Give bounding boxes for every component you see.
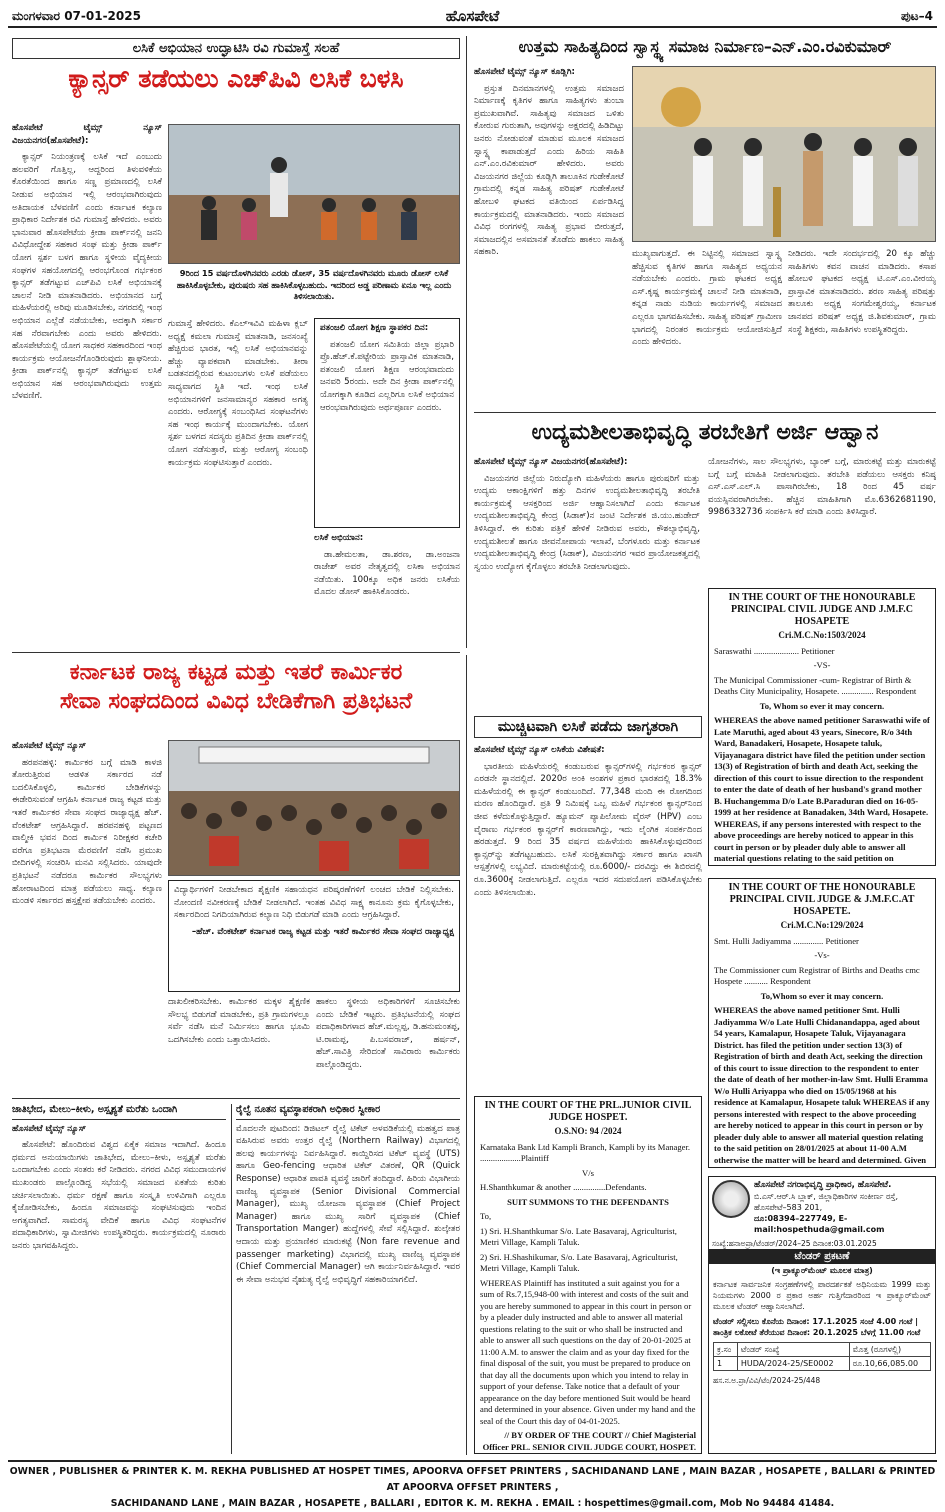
- table-cell: 1: [714, 1357, 738, 1371]
- photo-caption: 9ರಿಂದ 15 ವರ್ಷದೊಳಗಿನವರು ಎರಡು ಡೋಸ್, 35 ವರ್ಷದೊಳಗಿನವರು ಮೂರು ಡೋಸ್ ಲಸಿಕೆ ಹಾಕಿಸಿಕೊಳ್ಳಬೇಕು, ಪುರುಷರು ಸಹ ಹಾಕಿಸಿಕೊಳ್ಳಬಹುದು. ಇದರಿಂದ ಅಡ್ಡ ಪರಿಣಾಮ ಏನೂ ಇಲ್ಲ ಎಂದು ತಿಳಿಸಲಾಯಿತು.: [176, 268, 452, 301]
- notice-to: To,: [480, 1211, 492, 1221]
- order: // BY ORDER OF THE COURT // Chief Magisterial Officer PRL. SENIOR CIVIL JUDGE COURT, HOSPET.: [482, 1430, 696, 1452]
- photo-lamp-lighting: [633, 67, 936, 242]
- court-notice: [708, 878, 936, 1168]
- box-title: ಪತಂಜಲಿ ಯೋಗ ಶಿಕ್ಷಣ ಸ್ಥಾಪಕರ ದಿನ:: [320, 323, 429, 333]
- dateline: ಹೊಸಪೇಟೆ ಟೈಮ್ಸ್ ನ್ಯೂಸ್: [12, 741, 87, 751]
- yoga-box: [314, 318, 460, 528]
- story-literature: [474, 38, 936, 56]
- court-summons: [474, 1096, 702, 1454]
- imprint-line: SACHIDANAND LANE , MAIN BAZAR , HOSAPETE , BALLARI , EDITOR K. M. REKHA . EMAIL : hospettimes@gmail.com, Mob No 94484 41484.: [110, 1498, 835, 1509]
- office-name: ಹೊಸಪೇಟೆ ನಗರಾಭಿವೃದ್ಧಿ ಪ್ರಾಧಿಕಾರ, ಹೊಸಪೇಟೆ.: [754, 1180, 892, 1190]
- story-training: [474, 420, 936, 445]
- box-text: ಪತಂಜಲಿ ಯೋಗ ಸಮಿತಿಯ ಜಿಲ್ಲಾ ಪ್ರಭಾರಿ ಪ್ರೊ.ಹೆಚ್.ಕೆ.ಪಟ್ಟೇರಿಯ ಪ್ರಾಸ್ತಾವಿಕ ಮಾತನಾಡಿ, ಪತಂಜಲಿ ಯೋಗ ಶಿಕ್ಷಣ ಆರಂಭವಾದುದು ಜನವರಿ 5ರಂದು. ಅದೇ ದಿನ ಕ್ರೀಡಾ ಪಾರ್ಕ್‌ನಲ್ಲಿ ಯೋಗಕ್ಕಾಗಿ ಕೂಡಿದ ಎಲ್ಲರಿಗೂ ಲಸಿಕೆ ಅಭಿಯಾನ ಆರಂಭವಾಗಿರುವುದು ಅರ್ಥಪೂರ್ಣ ಎಂದರು.: [320, 339, 454, 413]
- photo-protest-crowd: [169, 741, 460, 876]
- tender-notice: [708, 1176, 936, 1454]
- story-paragraph: ಮೊದಲನೇ ಪುಟದಿಂದ: ಡಿಜಿಟಲ್ ರೈಲ್ವೆ ಟಿಕೆಟ್ ಅಳವಡಿಕೆಯಲ್ಲಿ ಮಹತ್ವದ ಪಾತ್ರ ವಹಿಸಿರುವ ಅವರು ಉತ್ತರ ರೈಲ್ವೆ (Northern Railway) ವಿಭಾಗದಲ್ಲಿ ಹಲವು ಕಾರ್ಯಗಳನ್ನು ನಿರ್ವಹಿಸಿದ್ದಾರೆ. ಕಾಯ್ದಿರಿಸದ ಟಿಕೆಟ್ ವ್ಯವಸ್ಥೆ (UTS) ಹಾಗೂ Geo-fencing ಆಧಾರಿತ ಟಿಕೆಟ್ ವಿತರಣೆ, QR (Quick Response) ಆಧಾರಿತ ಪಾವತಿ ವ್ಯವಸ್ಥೆ ಜಾರಿಗೆ ತಂದಿದ್ದಾರೆ. ಹಿರಿಯ ವಿಭಾಗೀಯ ವಾಣಿಜ್ಯ ವ್ಯವಸ್ಥಾಪಕ (Senior Divisional Commercial Manager), ಮುಖ್ಯ ಯೋಜನಾ ವ್ಯವಸ್ಥಾಪಕ (Chief Project Manager) ಹಾಗೂ ಮುಖ್ಯ ಸಾರಿಗೆ ವ್ಯವಸ್ಥಾಪಕ (Chief Transportation Manger) ಹುದ್ದೆಗಳಲ್ಲಿ ಸೇವೆ ಸಲ್ಲಿಸಿದ್ದಾರೆ. ಶುಲ್ಕೇತರ ಆದಾಯ ಮತ್ತು ಪ್ರಯಾಣಿಕರ ಮಾರುಕಟ್ಟೆ (Non fare revenue and passenger marketing) ವಿಭಾಗದಲ್ಲಿ ಮುಖ್ಯ ವಾಣಿಜ್ಯ ವ್ಯವಸ್ಥಾಪಕ (Chief Commercial Manager) ಆಗಿ ಕಾರ್ಯನಿರ್ವಹಿಸಿದ್ದಾರೆ. ಇವರ ಈ ಸೇವಾ ಅನುಭವ ನೈಋತ್ಯ ರೈಲ್ವೆ ಅಭಿವೃದ್ಧಿಗೆ ಸಹಕಾರಿಯಾಗಲಿದೆ.: [236, 1123, 460, 1285]
- notice-title: IN THE COURT OF THE PRL.JUNIOR CIVIL JUDGE HOSPET.: [484, 1100, 692, 1123]
- notice-title: IN THE COURT OF THE HONOURABLE PRINCIPAL CIVIL JUDGE AND J.M.F.C HOSAPETE: [728, 592, 916, 627]
- tender-dates: ಟೆಂಡರ್ ಸಲ್ಲಿಸಲು ಕೊನೆಯ ದಿನಾಂಕ: 17.1.2025 ಸಂಜೆ 4.00 ಗಂಟೆ | ತಾಂತ್ರಿಕ ಲಕೋಟೆ ತೆರೆಯುವ ದಿನಾಂಕ: 20.1.2025 ಬೆಳಗ್ಗೆ 11.00 ಗಂಟೆ: [713, 1317, 921, 1337]
- story-headline: ಸೇವಾ ಸಂಘದದಿಂದ ವಿವಿಧ ಬೇಡಿಕೆಗಾಗಿ ಪ್ರತಿಭಟನೆ: [59, 689, 413, 715]
- protest-inset: [168, 880, 460, 992]
- tender-footer-ref: ಹಸ.ನ.ಅ.ಪ್ರಾ/ವಿವಿ/ಟೆಂ/2024-25/448: [713, 1376, 821, 1385]
- story-vaccine-awareness: [474, 716, 702, 738]
- case-number: Cri.M.C.No:129/2024: [780, 920, 864, 930]
- story-paragraph: ಪ್ರಸ್ತುತ ದಿನಮಾನಗಳಲ್ಲಿ ಉತ್ತಮ ಸಮಾಜದ ನಿರ್ಮಾಣಕ್ಕೆ ಕೃತಿಗಳ ಹಾಗೂ ಸಾಹಿತ್ಯಗಳು ತುಂಬಾ ಪ್ರಮುಖವಾಗಿವೆ. ಸಾಹಿತ್ಯವು ಸಮಾಜದ ಒಳಿತು ಕೋರುವ ಗುರುತಾಗಿ, ಅವುಗಳನ್ನು ಅಕ್ಷರದಲ್ಲಿ ಹಿಡಿದಿಟ್ಟು ಜನರು ನೋಡುವಂತೆ ಮಾಡುವ ಮೂಲಕ ಸಮಾಜದ ಸ್ವಾಸ್ಥ್ಯ ಕಾಪಾಡುತ್ತದೆ ಎಂದು ಹಿರಿಯ ಸಾಹಿತಿ ಎನ್.ಎಂ.ರವಿಕುಮಾರ್ ಹೇಳಿದರು. ಅವರು ವಿಜಯನಗರ ಜಿಲ್ಲೆಯ ಕೂಡ್ಲಿಗಿ ತಾಲೂಕಿನ ಗುಡೇಕೋಟೆ ಗ್ರಾಮದಲ್ಲಿ ಕನ್ನಡ ಸಾಹಿತ್ಯ ಪರಿಷತ್ ಗುಡೇಕೋಟೆ ಹೋಬಳಿ ಘಟಕದ ವತಿಯಿಂದ ಏರ್ಪಡಿಸಿದ್ದ ಕಾರ್ಯಕ್ರಮದಲ್ಲಿ ಮಾತನಾಡಿದರು. ಇಂದು ಸಮಾಜದ ವಿವಿಧ ರಂಗಗಳಲ್ಲಿ ಸಾಹಿತ್ಯ ಪ್ರಭಾವ ಬೀರುತ್ತದೆ, ಸಮಾಜದಲ್ಲಿನ ಅಸಮಾನತೆ ತೊಡೆದು ಹಾಕಲು ಸಾಹಿತ್ಯ ಸಹಕಾರಿ.: [474, 83, 624, 258]
- story-paragraph: ಯೋಜನೆಗಳು, ಸಾಲ ಸೌಲಭ್ಯಗಳು, ಬ್ಯಾಂಕ್ ಬಗ್ಗೆ, ಮಾರುಕಟ್ಟೆ ಮತ್ತು ಮಾರುಕಟ್ಟೆ ಬಗ್ಗೆ ಬಗ್ಗೆ ಮಾಹಿತಿ ನೀಡಲಾಗುವುದು. ತರಬೇತಿ ಪಡೆಯಲು ಆಸಕ್ತರು ಕನಿಷ್ಠ ಎಸ್.ಎಸ್.ಎಲ್.ಸಿ ಪಾಸಾಗಿರಬೇಕು, 18 ರಿಂದ 45 ವರ್ಷ ವಯಸ್ಸಿನವರಾಗಿರಬೇಕು. ಹೆಚ್ಚಿನ ಮಾಹಿತಿಗಾಗಿ ಮೊ.6362681190, 9986332736 ಸಂಪರ್ಕಿಸಿ ಕರೆ ಮಾಡಿ ಎಂದು ತಿಳಿಸಿದ್ದಾರೆ.: [708, 457, 936, 518]
- date-line: ಮಂಗಳವಾರ 07-01-2025: [12, 9, 141, 23]
- case-number: Cri.M.C.No:1503/2024: [778, 630, 866, 640]
- respondent: The Municipal Commissioner -cum- Registrar of Birth & Deaths City Municipality, Hosapete. ............... Respondent: [714, 674, 917, 696]
- story-paragraph: ಹಾಕಲು ಸ್ಥಳೀಯ ಅಧಿಕಾರಿಗಳಿಗೆ ಸೂಚಿಸಬೇಕು ಎಂದು ಬೇಡಿಕೆ ಇಟ್ಟರು. ಪ್ರತಿಭಟನೆಯಲ್ಲಿ ಸಂಘದ ಪದಾಧಿಕಾರಿಗಳಾದ ಹೆಚ್.ಮಲ್ಲಪ್ಪ, ಡಿ.ಹನುಮಂತಪ್ಪ, ಟಿ.ರಾಮಪ್ಪ, ಪಿ.ಬಸವರಾಜ್, ಹರ್ಷನ್, ಹೆಚ್.ಸಾವಿತ್ರಿ ಸೇರಿದಂತೆ ಸಾವಿರಾರು ಕಾರ್ಮಿಕರು ಪಾಲ್ಗೊಂಡಿದ್ದರು.: [316, 997, 460, 1070]
- story-paragraph: ಭಾರತೀಯ ಮಹಿಳೆಯರಲ್ಲಿ ಕಂಡುಬರುವ ಕ್ಯಾನ್ಸರ್‌ಗಳಲ್ಲಿ ಗರ್ಭಕಂಠ ಕ್ಯಾನ್ಸರ್ ಎರಡನೇ ಸ್ಥಾನದಲ್ಲಿದೆ. 2020ರ ಅಂಕಿ ಅಂಶಗಳ ಪ್ರಕಾರ ಭಾರತದಲ್ಲಿ 18.3% ಮಹಿಳೆಯರಲ್ಲಿ ಈ ಕ್ಯಾನ್ಸರ್ ಕಂಡುಬಂದಿದೆ. 77,348 ಮಂದಿ ಈ ರೋಗದಿಂದ ಮರಣ ಹೊಂದಿದ್ದಾರೆ. ಪ್ರತಿ 9 ನಿಮಿಷಕ್ಕೆ ಒಬ್ಬ ಮಹಿಳೆ ಗರ್ಭಕಂಠ ಕ್ಯಾನ್ಸರ್‌ನಿಂದ ಜೀವ ಕಳೆದುಕೊಳ್ಳುತ್ತಿದ್ದಾರೆ. ಹ್ಯೂಮನ್ ಪ್ಯಾಪಿಲೋಮ ವೈರಸ್ (HPV) ಎಂಬ ವೈರಾಣು ಗರ್ಭಕಂಠ ಕ್ಯಾನ್ಸರ್‌ಗೆ ಕಾರಣವಾಗಿದ್ದು, ಇದು ಲೈಂಗಿಕ ಸಂಪರ್ಕದಿಂದ ಹರಡುತ್ತದೆ. 9 ರಿಂದ 35 ವರ್ಷದ ಮಹಿಳೆಯರು ಹಾಕಿಸಿಕೊಳ್ಳುವುದರಿಂದ ಕ್ಯಾನ್ಸರ್‌ನ್ನು ತಡೆಗಟ್ಟಬಹುದು. ಲಸಿಕೆ ಸುರಕ್ಷಿತವಾಗಿದ್ದು ಸರ್ಕಾರ ಹಾಗೂ ಖಾಸಗಿ ಆಸ್ಪತ್ರೆಗಳಲ್ಲಿ ಲಭ್ಯವಿದೆ. ಮಾರುಕಟ್ಟೆಯಲ್ಲಿ ರೂ.6000/- ದರವಿದ್ದು ಈ ಶಿಬಿರದಲ್ಲಿ ರೂ.3600ಕ್ಕೆ ನೀಡಲಾಗುತ್ತಿದೆ. ಎಲ್ಲರೂ ಇದರ ಸದುಪಯೋಗ ಪಡಿಸಿಕೊಳ್ಳಬೇಕು ಎಂದು ತಿಳಿಸಲಾಯಿತು.: [474, 761, 702, 898]
- column-divider: [466, 36, 467, 648]
- story-body: [708, 456, 936, 584]
- versus: -VS-: [813, 660, 831, 670]
- authority-seal-icon: [712, 1180, 750, 1218]
- story-body: [632, 248, 782, 402]
- versus: V/s: [582, 1167, 594, 1178]
- notice-body: WHEREAS the above named petitioner Smt. Hulli Jadiyamma W/o Late Hulli Chidanandappa, aged about 54 years, Kamalapur, Hosapete Taluk, Vijayanagara District. has filed the petition under section 13(3) of Registration of birth and death Act, seeking the direction of this court to issue direction to the respondent to enter the date of death of her mother-in-law Smt. Hulli Eramma W/o Hulli Ariyappa who died on 15/05/1968 at his residence at Kamalapur, Hosapete taluk WHEREAS if any persons interested with respect to the above proceeding are hereby noticed to appear in this court in person or by pleader duly able to answer all material question relating to the said petition on 28/01/2025 at about 11-00 A.M otherwise the matter will be heard and determined. Given: [714, 1005, 930, 1165]
- news-photo: [168, 740, 460, 876]
- story-body: [474, 744, 702, 1090]
- box-signature: ಲಸಿಕೆ ಅಭಿಯಾನ:: [314, 533, 364, 543]
- story-body: [314, 532, 460, 644]
- story-kicker: ಲಸಿಕೆ ಅಭಿಯಾನ ಉದ್ಘಾಟಿಸಿ ರವಿ ಗುಮಾಸ್ತೆ ಸಲಹೆ: [12, 38, 460, 59]
- story-paragraph: ವಿಜಯನಗರ ಜಿಲ್ಲೆಯ ನಿರುದ್ಯೋಗಿ ಮಹಿಳೆಯರು ಹಾಗೂ ಪುರುಷರಿಗೆ ಮತ್ತು ಉದ್ಯಮ ಆಕಾಂಕ್ಷಿಗಳಿಗೆ ಹತ್ತು ದಿನಗಳ ಉದ್ಯಮಶೀಲತಾಭಿವೃದ್ಧಿ ತರಬೇತಿ ಕಾರ್ಯಕ್ರಮಕ್ಕೆ ಆಸಕ್ತರಿಂದ ಅರ್ಜಿ ಆಹ್ವಾನಿಸಲಾಗಿದೆ ಎಂದು ಕರ್ನಾಟಕ ಉದ್ಯಮಶೀಲತಾಭಿವೃದ್ಧಿ ಕೇಂದ್ರ (ಸಿಡಾಕ್)ನ ಜಂಟಿ ನಿರ್ದೇಶಕ ಜಿ.ಯು.ಹುಡೇದ್ ತಿಳಿಸಿದ್ದಾರೆ. ಈ ಕುರಿತು ಪತ್ರಿಕೆ ಹೇಳಿಕೆ ನೀಡಿರುವ ಅವರು, ಕೌಶಲ್ಯಾಭಿವೃದ್ಧಿ, ಉದ್ಯಮಶೀಲತೆ ಹಾಗೂ ಜೀವನೋಪಾಯ ಇಲಾಖೆ, ಬೆಂಗಳೂರು ಮತ್ತು ಕರ್ನಾಟಕ ಉದ್ಯಮಶೀಲತಾಭಿವೃದ್ಧಿ ಕೇಂದ್ರ (ಸಿಡಾಕ್), ವಿಜಯನಗರ ಇವರ ಪ್ರಾಯೋಜಕತ್ವದಲ್ಲಿ ಸ್ವಯಂ ಉದ್ಯೋಗ ಕೈಗೊಳ್ಳಲು ತರಬೇತಿ ನೀಡಲಾಗುವುದು.: [474, 473, 700, 572]
- table-row: [714, 1357, 931, 1371]
- tender-subtitle: (ಇ ಪ್ರಾಕ್ಯೂರ್‌ಮೆಂಟ್ ಮೂಲಕ ಮಾತ್ರ): [771, 1266, 873, 1275]
- office-address: ಬಿ.ಎಸ್.ಆರ್.ಸಿ ಬ್ಲಾಕ್, ಜಿಲ್ಲಾಧಿಕಾರಿಗಳ ಸಂಕೀರ್ಣ ರಸ್ತೆ, ಹೊಸಪೇಟೆ–583 201,: [754, 1192, 898, 1212]
- dateline: ಹೊಸಪೇಟೆ ಟೈಮ್ಸ್ ನ್ಯೂಸ್ ವಿಜಯನಗರ(ಹೊಸಪೇಟೆ):: [474, 457, 628, 467]
- story-paragraph: ದಾಖಲೀಕರಿಸಬೇಕು. ಕಾರ್ಮಿಕರ ಮಕ್ಕಳ ಶೈಕ್ಷಣಿಕ ಸೌಲಭ್ಯ ಬಿಡುಗಡೆ ಮಾಡಬೇಕು, ಪ್ರತಿ ಗ್ರಾಮಗಳಲ್ಲೂ ಸರ್ವೆ ನಡೆಸಿ ಮನೆ ನಿರ್ಮಿಸಲು ಹಾಗೂ ಭೂಮಿ ಒದಗಿಸಬೇಕು ಎಂದು ಒತ್ತಾಯಿಸಿದರು.: [168, 997, 310, 1045]
- imprint-line: OWNER , PUBLISHER & PRINTER K. M. REKHA PUBLISHED AT HOSPET TIMES, APOORVA OFFSET PRINTERS , SACHIDANAND LANE , MAIN BAZAR , HOSAPETE , BALLARI & PRINTED AT APOORVA OFFSET PRINTERS ,: [9, 1466, 936, 1493]
- story-body: [316, 996, 460, 1094]
- defendant-2: 2) Sri. H.Shashikumar, S/o. Late Basavaraj, Agriculturist, Metri Village, Kampli Taluk.: [480, 1251, 678, 1273]
- section-rule: [12, 652, 460, 653]
- story-hpv-vaccine: [12, 38, 460, 94]
- news-photo: [168, 124, 460, 264]
- versus: -Vs-: [814, 950, 830, 960]
- story-headline: ಕ್ಯಾನ್ಸರ್ ತಡೆಯಲು ಎಚ್‌ಪಿವಿ ಲಸಿಕೆ ಬಳಸಿ: [68, 64, 404, 93]
- story-headline: ಜಾತಿಭೇದ, ಮೇಲು–ಕೀಳು, ಅಸ್ಪೃಶ್ಯತೆ ಮರೆತು ಒಂದಾಗಿ: [12, 1104, 226, 1120]
- imprint-footer: [8, 1460, 937, 1509]
- story-body: [788, 248, 936, 402]
- section-rule: [12, 1098, 460, 1099]
- story-paragraph: ಮುಖ್ಯವಾಗುತ್ತದೆ. ಈ ನಿಟ್ಟಿನಲ್ಲಿ ಸಮಾಜದ ಸ್ವಾಸ್ಥ್ಯ ಹೆಚ್ಚಿಸುವ ಕೃತಿಗಳ ಹಾಗೂ ಸಾಹಿತ್ಯದ ಅಧ್ಯಯನ ನಡೆಯಬೇಕು ಎಂದರು. ಗ್ರಾಮ ಘಟಕದ ಅಧ್ಯಕ್ಷ ಎಸ್.ಕೃಷ್ಣ ಕಾರ್ಯಕ್ರಮಕ್ಕೆ ಚಾಲನೆ ನೀಡಿ ಮಾತನಾಡಿ, ಕನ್ನಡ ನಾಡು ನುಡಿಯ ಕಾರ್ಯಗಳಲ್ಲಿ ಸಮಾಜದ ಎಲ್ಲರೂ ಭಾಗವಹಿಸಬೇಕು. ಸಾಹಿತ್ಯ ಪರಿಷತ್ ಗ್ರಾಮೀಣ ಭಾಗದಲ್ಲಿ ನಿರಂತರ ಕಾರ್ಯಕ್ರಮ ಆಯೋಜಿಸುತ್ತಿದೆ ಎಂದು ಹೇಳಿದರು.: [632, 249, 782, 348]
- story-body: [474, 66, 624, 402]
- table-header: ಮೊತ್ತ (ರೂಗಳಲ್ಲಿ): [849, 1343, 930, 1357]
- reference-number: ಸಂಖ್ಯೆ:ಹನಾಅಪ್ರಾ/ಟೆಂಡರ್/2024–25 ದಿನಾಂಕ:03.01.2025: [712, 1239, 877, 1248]
- story-headline: ಮುಚ್ಚಿಟವಾಗಿ ಲಸಿಕೆ ಪಡೆದು ಜಾಗೃತರಾಗಿ: [474, 716, 702, 738]
- story-unity: [12, 1104, 226, 1454]
- notice-title: IN THE COURT OF THE HONOURABLE PRINCIPAL CIVIL JUDGE & J.M.F.C.AT HOSAPETE.: [728, 882, 916, 917]
- page-header: [8, 6, 937, 28]
- dateline: ಹೊಸಪೇಟೆ ಟೈಮ್ಸ್ ನ್ಯೂಸ್ ಕೂಡ್ಲಿಗಿ:: [474, 67, 575, 77]
- petitioner: Saraswathi ..................... Petitioner: [714, 645, 835, 656]
- petitioner: Smt. Hulli Jadiyamma .............. Petitioner: [714, 935, 859, 946]
- defendants: H.Shanthkumar & another ...............Defendants.: [480, 1182, 647, 1192]
- respondent: The Commissioner cum Registrar of Births and Deaths cmc Hospete ........... Respondent: [714, 964, 920, 986]
- notice-body: WHEREAS Plaintiff has instituted a suit against you for a sum of Rs.7,15,948-00 with interest and costs of the suit and you are hereby summoned to appear in this court in person or by a pleader duly instructed and able to answer all material questions relating to the suit or who shall be instructed and able to answer all such questions on the day of 20-01-2025 at 11:00 A.M. to answer the claim and as your day fixed for the final disposal of the suit, you must be prepared to produce on that day all the documents upon which you intend to relay in support of your defense. Take notice that a default of your appearance on the day before mentioned Suit would be heard and determined in your absence. Given under my hand and the seal of the Court this day of 04-01-2025.: [480, 1277, 696, 1426]
- story-headline: ಉದ್ಯಮಶೀಲತಾಭಿವೃದ್ಧಿ ತರಬೇತಿಗೆ ಅರ್ಜಿ ಆಹ್ವಾನ: [531, 420, 879, 445]
- dateline: ಹೊಸಪೇಟೆ ಟೈಮ್ಸ್ ನ್ಯೂಸ್: [12, 1123, 87, 1134]
- table-cell: ರೂ.10,66,085.00: [849, 1357, 930, 1371]
- tender-table: [713, 1342, 931, 1371]
- story-body: [12, 122, 162, 644]
- story-paragraph: ಹರಪನಹಳ್ಳಿ: ಕಾರ್ಮಿಕರ ಬಗ್ಗೆ ಮಾಡಿ ಕಾಳಜಿ ತೋರುತ್ತಿರುವ ಆಡಳಿತ ಸರ್ಕಾರದ ನಡೆ ಬದಲಿಸಿಕೊಳ್ಳಲಿ, ಕಾರ್ಮಿಕರ ಬೇಡಿಕೆಗಳನ್ನು ಈಡೇರಿಸುವಂತೆ ಆಗ್ರಹಿಸಿ ಕರ್ನಾಟಕ ರಾಜ್ಯ ಕಟ್ಟಡ ಮತ್ತು ಇತರೆ ಕಾರ್ಮಿಕರ ಸೇವಾ ಸಂಘದ ರಾಜ್ಯಾಧ್ಯಕ್ಷ ಹೆಚ್. ವೆಂಕಟೇಶ್ ಆಗ್ರಹಿಸಿದ್ದಾರೆ. ಹರಪನಹಳ್ಳಿ ಪಟ್ಟಣದ ವಾಲ್ಮೀಕಿ ಭವನ ದಿಂದ ಕಾರ್ಮಿಕ ನಿರೀಕ್ಷಕರ ಕಚೇರಿ ವರೆಗೂ ಪ್ರತಿಭಟನಾ ಮೆರವಣಿಗೆ ನಡೆಸಿ ಪ್ರಮುಖ ಬೀದಿಗಳಲ್ಲಿ ಸಂಚರಿಸಿ ಮನವಿ ಸಲ್ಲಿಸಿದರು. ಯಾವುದೇ ಪ್ರತಿಭಟನೆ ನಡೆದರೂ ಕಾರ್ಮಿಕರ ಸೌಲಭ್ಯಗಳು ಹೋರಾಟದಿಂದ ಮಾತ್ರ ಪಡೆಯಲು ಸಾಧ್ಯ. ಕಲ್ಯಾಣ ಮಂಡಳಿ ಸರ್ಕಾರದ ಹಸ್ತಕ್ಷೇಪ ತಡೆಯಬೇಕು ಎಂದರು.: [12, 757, 162, 907]
- news-photo: [632, 66, 936, 242]
- tender-text: ಕರ್ನಾಟಕ ಸಾರ್ವಜನಿಕ ಸಂಗ್ರಹಣೆಗಳಲ್ಲಿ ಪಾರದರ್ಶಕತೆ ಅಧಿನಿಯಮ 1999 ಮತ್ತು ನಿಯಮಗಳು 2000 ರ ಪ್ರಕಾರ ಅರ್ಹ ಗುತ್ತಿಗೆದಾರರಿಂದ ಇ ಪ್ರಾಕ್ಯೂರ್‌ಮೆಂಟ್ ಮೂಲಕ ಟೆಂಡರ್ ಆಹ್ವಾನಿಸಲಾಗಿದೆ.: [713, 1280, 931, 1311]
- story-paragraph: ನೀಡಿದರು. ಇದೇ ಸಂದರ್ಭದಲ್ಲಿ 20 ಕ್ಕೂ ಹೆಚ್ಚು ಸಾಹಿತಿಗಳು ಕವನ ವಾಚನ ಮಾಡಿದರು. ಕಸಾಪ ಹೋಬಳಿ ಘಟಕದ ಅಧ್ಯಕ್ಷ ಟಿ.ಎಸ್.ಎಂ.ವೀರಯ್ಯ ಪ್ರಾಸ್ತಾವಿಕ ಮಾತನಾಡಿದರು. ಶರಣ ಸಾಹಿತ್ಯ ಪರಿಷತ್ತು ತಾಲೂಕು ಅಧ್ಯಕ್ಷ ಸಂಗಮೇಶ್ವರಯ್ಯ, ಕರ್ನಾಟಕ ಜಾನಪದ ಪರಿಷತ್ ಅಧ್ಯಕ್ಷ ಜಿ.ಶಿವಕುಮಾರ್, ಗ್ರಾಮ ಸಂಸ್ಥೆ ಶಿಕ್ಷಕರು, ಸಾಹಿತಿಗಳು ಉಪಸ್ಥಿತರಿದ್ದರು.: [788, 249, 936, 335]
- story-headline: ಉತ್ತಮ ಸಾಹಿತ್ಯದಿಂದ ಸ್ವಾಸ್ಥ್ಯ ಸಮಾಜ ನಿರ್ಮಾಣ–ಎನ್.ಎಂ.ರವಿಕುಮಾರ್: [518, 37, 892, 56]
- court-notice: [708, 588, 936, 866]
- story-paragraph: ಕ್ಯಾನ್ಸರ್ ನಿಯಂತ್ರಣಕ್ಕೆ ಲಸಿಕೆ ಇದೆ ಎಂಬುದು ಹಲವರಿಗೆ ಗೊತ್ತಿಲ್ಲ, ಆದ್ದರಿಂದ ತಿಳುವಳಿಕೆಯ ಕೊರತೆಯಿಂದ ಹಾಗೂ ಸಣ್ಣ ಪ್ರಮಾಣದಲ್ಲಿ ಲಸಿಕೆ ನೀಡುವ ಅಭಿಯಾನ ಇಲ್ಲಿ ಆರಂಭವಾಗಿರುವುದು ಅತಿದಾಯಕ ಬೆಳವಣಿಗೆ ಎಂದು ಕರ್ನಾಟಕ ಕಲ್ಯಾಣ ಪ್ರಾಧಿಕಾರ ನಿರ್ದೇಶಕ ರವಿ ಗುಮಾಸ್ತೆ ಹೇಳಿದರು. ಅವರು ಭಾನುವಾರ ಹೊಸಪೇಟೆಯ ಕ್ರೀಡಾ ಪಾರ್ಕ್‌ನಲ್ಲಿ ಜನನಿ ವಿವಿಧೋದ್ದೇಶ ಸಹಕಾರ ಸಂಘ ಮತ್ತು ಕ್ರೀಡಾ ಪಾರ್ಕ್ ಯೋಗ ಸ್ಪರ್ಶ ಬಳಗ ಹಾಗೂ ಸ್ಥಳೀಯ ವೈದ್ಯಕೀಯ ಸಂಘಗಳ ಸಹಯೋಗದಲ್ಲಿ ಆರಂಭಗೊಂಡ ಗರ್ಭಕಂಠ ಕ್ಯಾನ್ಸರ್ ತಡೆಗಟ್ಟುವ ಎಚ್‌ಪಿವಿ ಲಸಿಕೆ ಅಭಿಯಾನಕ್ಕೆ ಚಾಲನೆ ನೀಡಿ ಮಾತನಾಡಿದರು. ಅಭಿಯಾನದ ಬಗ್ಗೆ ಮಹಿಳೆಯರಲ್ಲಿ ಅರಿವು ಮೂಡಿಸಬೇಕು, ನಗರದಲ್ಲಿ ಇಂಥ ಅಭಿಯಾನ ಎಲ್ಲೆಡೆ ನಡೆಯಬೇಕು, ಅದಕ್ಕಾಗಿ ಸರ್ಕಾರ ಸಹ ನೆರವಾಗಬೇಕು ಎಂದು ಅವರು ಹೇಳಿದರು. ಹೊಸಪೇಟೆಯಲ್ಲಿ ಯೋಗ ಸಾಧಕರ ಸಹಕಾರದಿಂದ ಇಂಥ ಕಾರ್ಯಕ್ರಮ ಆಯೋಜನೆಗೊಂಡಿರುವುದು ಶ್ಲಾಘನೀಯ. ಕ್ರೀಡಾ ಪಾರ್ಕ್‌ನಲ್ಲಿ ಕ್ಯಾನ್ಸರ್ ತಡೆಗಟ್ಟುವ ಲಸಿಕೆ ಅಭಿಯಾನ ಸಹ ಆರಂಭವಾಗಿರುವುದು ಉತ್ತಮ ಬೆಳವಣಿಗೆ.: [12, 152, 162, 402]
- story-headline: ರೈಲ್ವೆ ನೂತನ ವ್ಯವಸ್ಥಾಪಕರಾಗಿ ಅಧಿಕಾರ ಸ್ವೀಕಾರ: [236, 1104, 460, 1120]
- table-cell: HUDA/2024-25/SE0002: [737, 1357, 849, 1371]
- table-header: ಕ್ರ.ಸಂ: [714, 1343, 738, 1357]
- notice-body: WHEREAS the above named petitioner Saraswathi wife of Late Maruthi, aged about 43 years, Sinecore, R/o 34th Ward, Banadakeri, Hosapete, Hosapete taluk, Vijayanagara district have filed the petition under section 13(3) of Registration of birth and death Act, seeking the direction of this court to issue direction to the respondent to enter the date of death of her husband's grand mother B. Huchangemma D/o Late B.Paraduran died on 16-05-1999 at her residence at Banadaken, 34th Ward, Hosapete. WHEREAS, if any persons interested with respect to the above proceedings are hereby noticed to appear in this court in person or by pleader duly able to answer all material questions relating to the said petition on: [714, 715, 930, 863]
- notice-to: To,Whom so ever it may concern.: [760, 990, 884, 1001]
- dateline: ಹೊಸಪೇಟೆ ಟೈಮ್ಸ್ ನ್ಯೂಸ್ ಲಸಿಕೆಯ ವಿಶೇಷತೆ:: [474, 745, 605, 755]
- case-number: O.S.NO: 94 /2024: [554, 1126, 622, 1136]
- notice-to: To, Whom so ever it may concern.: [759, 700, 885, 711]
- tender-band: ಟೆಂಡರ್ ಪ್ರಕಟಣೆ: [709, 1249, 935, 1264]
- story-body: [474, 456, 700, 652]
- story-paragraph: ಹೊಸಪೇಟೆ: ಹೊಂದಿರುವ ವಿಶ್ವದ ಏಕೈಕ ಸಮಾಜ ಇದಾಗಿದೆ. ಹಿಂದೂ ಧರ್ಮದ ಅನುಯಾಯಿಗಳು ಜಾತಿಭೇದ, ಮೇಲು–ಕೀಳು, ಅಸ್ಪೃಶ್ಯತೆ ಮರೆತು ಒಂದಾಗಬೇಕು ಎಂದು ಸಂತರು ಕರೆ ನೀಡಿದರು. ನಗರದ ವಿವಿಧ ಸಮುದಾಯಗಳ ಮುಖಂಡರು ಪಾಲ್ಗೊಂಡಿದ್ದ ಸಭೆಯಲ್ಲಿ ಸಮಾಜದ ಏಕತೆಯ ಕುರಿತು ಚರ್ಚಿಸಲಾಯಿತು. ಧರ್ಮ ರಕ್ಷಣೆ ಹಾಗೂ ಸಂಸ್ಕೃತಿ ಉಳಿವಿಗಾಗಿ ಎಲ್ಲರೂ ಕೈಜೋಡಿಸಬೇಕು, ಹಿಂದೂ ಸಮಾಜವನ್ನು ಸಂಘಟಿಸುವುದು ಇಂದಿನ ಅಗತ್ಯವಾಗಿದೆ. ಸಾಮರಸ್ಯ ವೇದಿಕೆ ಹಾಗೂ ವಿವಿಧ ಸಂಘಟನೆಗಳ ಪದಾಧಿಕಾರಿಗಳು, ಸ್ವಾಮೀಜಿಗಳು ಉಪಸ್ಥಿತರಿದ್ದರು. ಕಾರ್ಯಕ್ರಮದಲ್ಲಿ ನೂರಾರು ಜನರು ಭಾಗವಹಿಸಿದ್ದರು.: [12, 1140, 226, 1251]
- story-body: [168, 318, 308, 644]
- story-headline: ಕರ್ನಾಟಕ ರಾಜ್ಯ ಕಟ್ಟಡ ಮತ್ತು ಇತರೆ ಕಾರ್ಮಿಕರ: [69, 660, 403, 685]
- box-names: ಡಾ.ಹೇಮಲತಾ, ಡಾ.ಶರಣ, ಡಾ.ಅಂಜನಾ ರಾಜೇಶ್ ಅವರ ನೇತೃತ್ವದಲ್ಲಿ ಲಸಿಕಾ ಅಭಿಯಾನ ನಡೆಯಿತು. 100ಕ್ಕೂ ಅಧಿಕ ಜನರು ಲಸಿಕೆಯ ಮೊದಲ ಡೋಸ್ ಹಾಕಿಸಿಕೊಂಡರು.: [314, 549, 460, 598]
- plaintiff: Karnataka Bank Ltd Kampli Branch, Kampli by its Manager. ...................Plaintiff: [480, 1141, 691, 1163]
- story-body: [168, 996, 310, 1094]
- office-contact: ದೂ:08394–227749, E-mail:hospethuda@gmail.com: [754, 1214, 885, 1234]
- photo-people-on-stage: [169, 125, 460, 264]
- story-body: [12, 740, 162, 1090]
- table-header: ಟೆಂಡರ್ ಸಂಖ್ಯೆ: [737, 1343, 849, 1357]
- story-paragraph: ಗುಮಾಸ್ತೆ ಹೇಳಿದರು. ಕೆಎಲ್‌ಇವಿವಿ ಮಹಿಳಾ ಕ್ಲಬ್ ಅಧ್ಯಕ್ಷೆ ಕಮಲಾ ಗುಮಾಸ್ತೆ ಮಾತನಾಡಿ, ಜನಸಂಖ್ಯೆ ಹೆಚ್ಚಿರುವ ಭಾರತ, ಇಲ್ಲಿ ಲಸಿಕೆ ಅಭಿಯಾನವನ್ನು ಹೆಚ್ಚು ವ್ಯಾಪಕವಾಗಿ ಮಾಡಬೇಕು. ತೀರಾ ಬಡತನದಲ್ಲಿರುವ ಕುಟುಂಬಗಳು ಲಸಿಕೆ ಪಡೆಯಲು ಸಾಧ್ಯವಾಗದ ಸ್ಥಿತಿ ಇದೆ. ಇಂಥ ಲಸಿಕೆ ಅಭಿಯಾನಗಳಿಗೆ ಜನಸಾಮಾನ್ಯರ ಸಹಕಾರ ಅಗತ್ಯ ಎಂದರು. ಆರೋಗ್ಯಕ್ಕೆ ಸಂಬಂಧಿಸಿದ ಸಂಘಟನೆಗಳು ಸಹ ಇಂಥ ಕಾರ್ಯಕ್ಕೆ ಮುಂದಾಗಬೇಕು. ಯೋಗ ಸ್ಪರ್ಶ ಬಳಗದ ಸದಸ್ಯರು ಪ್ರತಿದಿನ ಕ್ರೀಡಾ ಪಾರ್ಕ್‌ನಲ್ಲಿ ಯೋಗ ನಡೆಸುತ್ತಾರೆ, ಮತ್ತು ಆರೋಗ್ಯ ಸಂಬಂಧಿ ಕಾರ್ಯಕ್ರಮ ಸಂಘಟಿಸುತ್ತಾರೆ ಎಂದರು.: [168, 319, 308, 468]
- column-divider: [231, 1104, 232, 1454]
- story-workers-protest: [12, 660, 460, 715]
- summons-title: SUIT SUMMONS TO THE DEFENDANTS: [507, 1196, 669, 1207]
- table-header-row: [714, 1343, 931, 1357]
- inset-signature: –ಹೆಚ್. ವೆಂಕಟೇಶ್ ಕರ್ನಾಟಕ ರಾಜ್ಯ ಕಟ್ಟಡ ಮತ್ತು ಇತರೆ ಕಾರ್ಮಿಕರ ಸೇವಾ ಸಂಘದ ರಾಜ್ಯಾಧ್ಯಕ್ಷ: [191, 926, 454, 937]
- defendant-1: 1) Sri. H.Shanthkumar S/o. Late Basavaraj, Agriculturist, Metri Village, Kampli Taluk.: [480, 1225, 677, 1247]
- column-divider: [466, 655, 467, 1455]
- page-number: ಪುಟ–4: [901, 9, 933, 23]
- masthead: ಹೊಸಪೇಟೆ: [445, 7, 500, 25]
- dateline: ಹೊಸಪೇಟೆ ಟೈಮ್ಸ್ ನ್ಯೂಸ್ ವಿಜಯನಗರ(ಹೊಸಪೇಟೆ):: [12, 123, 162, 146]
- section-rule: [474, 412, 936, 413]
- story-railway: [236, 1104, 460, 1454]
- inset-text: ವಿದ್ಯಾರ್ಥಿಗಳಿಗೆ ನೀಡಬೇಕಾದ ಶೈಕ್ಷಣಿಕ ಸಹಾಯಧನ ಪರಿಷ್ಕರಣೆಗಳಿಗೆ ಲಂಚದ ಬೇಡಿಕೆ ನಿಲ್ಲಿಸಬೇಕು. ನೋಂದಣಿ ನವೀಕರಣಕ್ಕೆ ಬೇಡಿಕೆ ನೀಡಲಾಗಿದೆ. ಇಂತಹ ವಿವಿಧ ಸಾಕ್ಷ್ಯ ಕಾನೂನು ಕ್ರಮ ಕೈಗೊಳ್ಳಬೇಕು, ಸರ್ಕಾರದಿಂದ ನಿಗದಿಯಾಗಿರುವ ಕಲ್ಯಾಣ ನಿಧಿ ಬಿಡುಗಡೆ ಮಾಡಿ ಎಂದು ಆಗ್ರಹಿಸಿದ್ದಾರೆ.: [174, 885, 454, 921]
